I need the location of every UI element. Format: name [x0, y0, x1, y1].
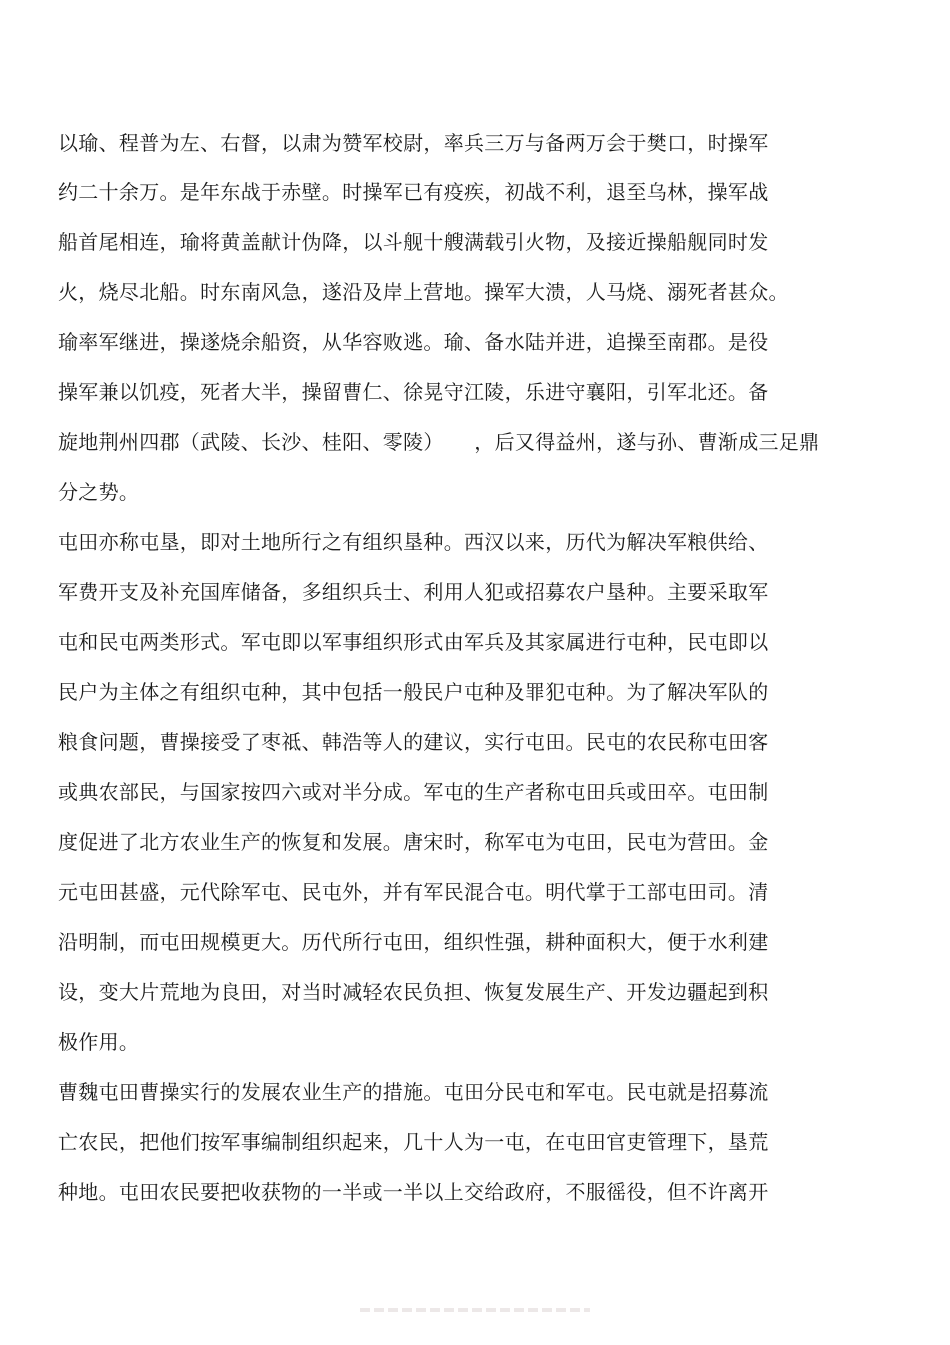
- text-line: 屯和民屯两类形式。军屯即以军事组织形式由军兵及其家属进行屯种，民屯即以: [58, 630, 769, 654]
- text-line: 或典农部民，与国家按四六或对半分成。军屯的生产者称屯田兵或田卒。屯田制: [58, 780, 769, 804]
- text-line: 以瑜、程普为左、右督，以肃为赞军校尉，率兵三万与备两万会于樊口，时操军: [58, 131, 769, 155]
- text-line: 度促进了北方农业生产的恢复和发展。唐宋时，称军屯为屯田，民屯为营田。金: [58, 830, 769, 854]
- text-line: 曹魏屯田曹操实行的发展农业生产的措施。屯田分民屯和军屯。民屯就是招募流: [58, 1080, 769, 1104]
- text-line: 亡农民，把他们按军事编制组织起来，几十人为一屯，在屯田官吏管理下，垦荒: [58, 1130, 769, 1154]
- text-line: 屯田亦称屯垦，即对土地所行之有组织垦种。西汉以来，历代为解决军粮供给、: [58, 530, 769, 554]
- text-line: 军费开支及补充国库储备，多组织兵士、利用人犯或招募农户垦种。主要采取军: [58, 580, 769, 604]
- text-line: 操军兼以饥疫，死者大半，操留曹仁、徐晃守江陵，乐进守襄阳，引军北还。备: [58, 380, 769, 404]
- text-line: 船首尾相连，瑜将黄盖献计伪降，以斗舰十艘满载引火物，及接近操船舰同时发: [58, 230, 769, 254]
- text-line: 旋地荆州四郡（武陵、长沙、桂阳、零陵） ，后又得益州，遂与孙、曹渐成三足鼎: [58, 430, 820, 454]
- text-line: 瑜率军继进，操遂烧余船资，从华容败逃。瑜、备水陆并进，追操至南郡。是役: [58, 330, 769, 354]
- text-line: 约二十余万。是年东战于赤壁。时操军已有疫疾，初战不利，退至乌林，操军战: [58, 180, 769, 204]
- text-line: 沿明制，而屯田规模更大。历代所行屯田，组织性强，耕种面积大，便于水利建: [58, 930, 769, 954]
- faint-watermark: [360, 1308, 590, 1312]
- text-line: 粮食问题，曹操接受了枣祗、韩浩等人的建议，实行屯田。民屯的农民称屯田客: [58, 730, 769, 754]
- text-line: 民户为主体之有组织屯种，其中包括一般民户屯种及罪犯屯种。为了解决军队的: [58, 680, 769, 704]
- text-line: 种地。屯田农民要把收获物的一半或一半以上交给政府，不服徭役，但不许离开: [58, 1180, 769, 1204]
- text-line: 火，烧尽北船。时东南风急，遂沿及岸上营地。操军大溃，人马烧、溺死者甚众。: [58, 280, 789, 304]
- text-line: 分之势。: [58, 480, 140, 504]
- text-line: 元屯田甚盛，元代除军屯、民屯外，并有军民混合屯。明代掌于工部屯田司。清: [58, 880, 769, 904]
- text-line: 设，变大片荒地为良田，对当时减轻农民负担、恢复发展生产、开发边疆起到积: [58, 980, 769, 1004]
- text-line: 极作用。: [58, 1030, 140, 1054]
